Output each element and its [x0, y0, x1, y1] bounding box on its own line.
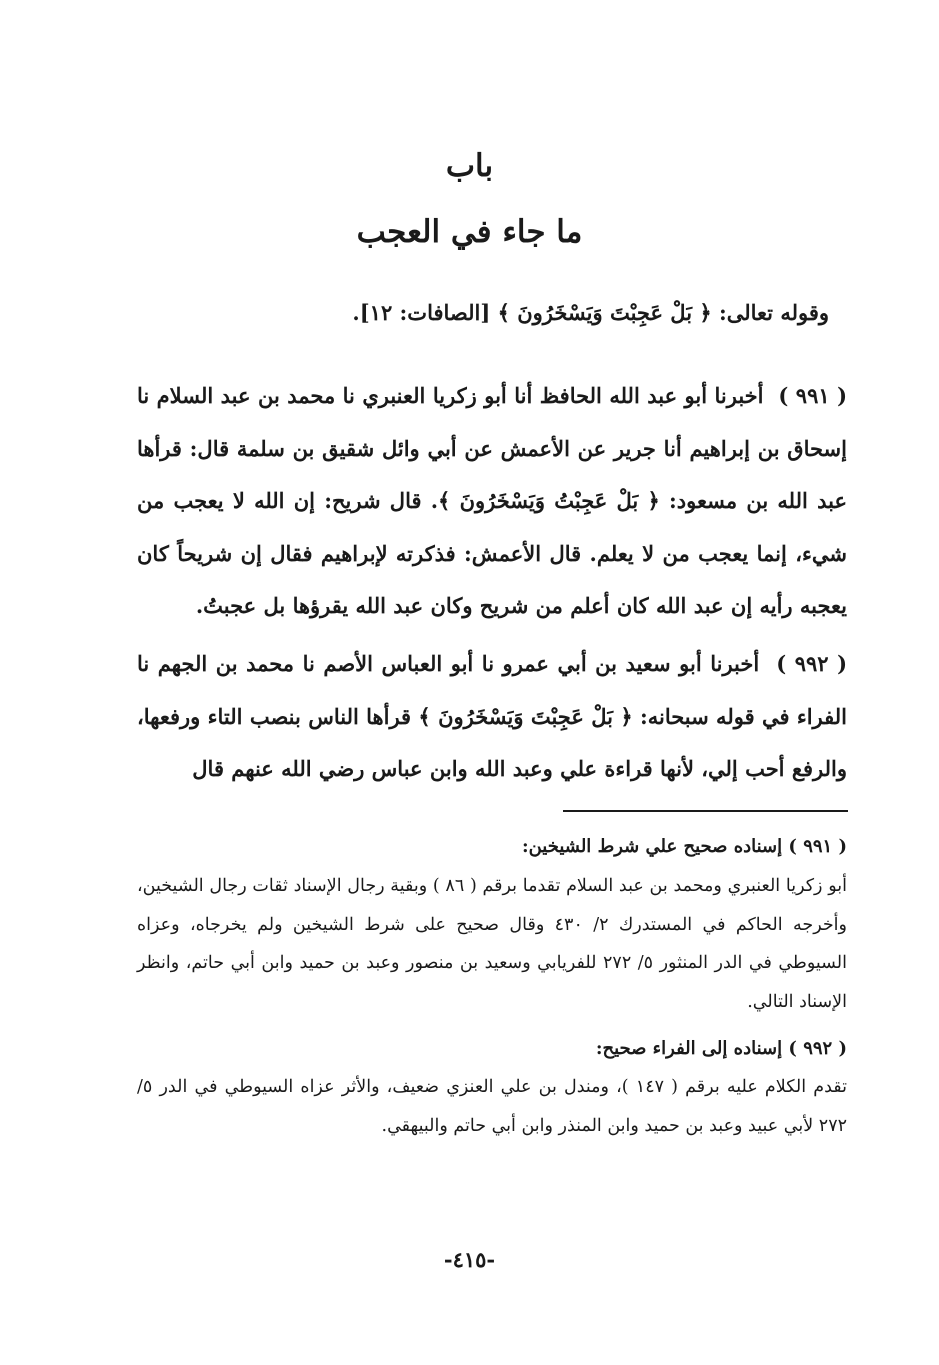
- hadith-992: [137, 638, 847, 796]
- hadith-text: أخبرنا أبو سعيد بن أبي عمرو نا أبو العباس الأصم نا محمد بن الجهم نا الفراء في قوله سبحانه: ﴿ بَلْ عَجِبْتَ وَيَسْخَرُونَ ﴾ قرأها الناس بنصب التاء ورفعها، والرفع أحب إلي، لأنها قراءة علي وعبد الله وابن عباس رضي الله عنهم قال: [137, 651, 847, 781]
- footnote-992-text: تقدم الكلام عليه برقم ( ١٤٧ )، ومندل بن علي العنزي ضعيف، والأثر عزاه السيوطي في الدر ٥/ ٢٧٢ لأبي عبيد وعبد بن حميد وابن المنذر وابن أبي حاتم والبيهقي.: [137, 1077, 847, 1136]
- quran-verse-intro: وقوله تعالى: ﴿ بَلْ عَجِبْتَ وَيَسْخَرُونَ ﴾ [الصافات: ١٢].: [352, 300, 829, 325]
- hadith-991: [137, 370, 847, 633]
- chapter-title: ما جاء في العجب: [356, 214, 583, 250]
- hadith-text: أخبرنا أبو عبد الله الحافظ أنا أبو زكريا العنبري نا محمد بن عبد السلام نا إسحاق بن إبراهيم أنا جرير عن الأعمش عن أبي وائل شقيق بن سلمة قال: قرأها عبد الله بن مسعود: ﴿ بَلْ عَجِبْتُ وَيَسْخَرُونَ ﴾. قال شريح: إن الله لا يعجب من شيء، إنما يعجب من لا يعلم. قال الأعمش: فذكرته لإبراهيم فقال إن شريحاً كان يعجبه رأيه إن عبد الله كان أعلم من شريح وكان عبد الله يقرؤها بل عجبتُ.: [137, 383, 847, 618]
- hadith-number: ( ٩٩٢ ): [776, 651, 848, 676]
- hadith-number: ( ٩٩١ ): [778, 383, 848, 408]
- page-number: -٤١٥-: [443, 1247, 496, 1272]
- footnote-divider: [563, 810, 848, 812]
- footnote-992-heading: ( ٩٩٢ ) إسناده إلى الفراء صحيح:: [595, 1038, 847, 1059]
- chapter-label: باب: [445, 148, 494, 184]
- footnote-991-heading: ( ٩٩١ ) إسناده صحيح علي شرط الشيخين:: [521, 836, 847, 857]
- footnote-991-text: أبو زكريا العنبري ومحمد بن عبد السلام تقدما برقم ( ٨٦ ) وبقية رجال الإسناد ثقات رجال الشيخين، وأخرجه الحاكم في المستدرك ٢/ ٤٣٠ وقال صحيح على شرط الشيخين ولم يخرجاه، وعزاه السيوطي في الدر المنثور ٥/ ٢٧٢ للفريابي وسعيد بن منصور وعبد بن حميد وابن أبي حاتم، وانظر الإسناد التالي.: [137, 876, 847, 1012]
